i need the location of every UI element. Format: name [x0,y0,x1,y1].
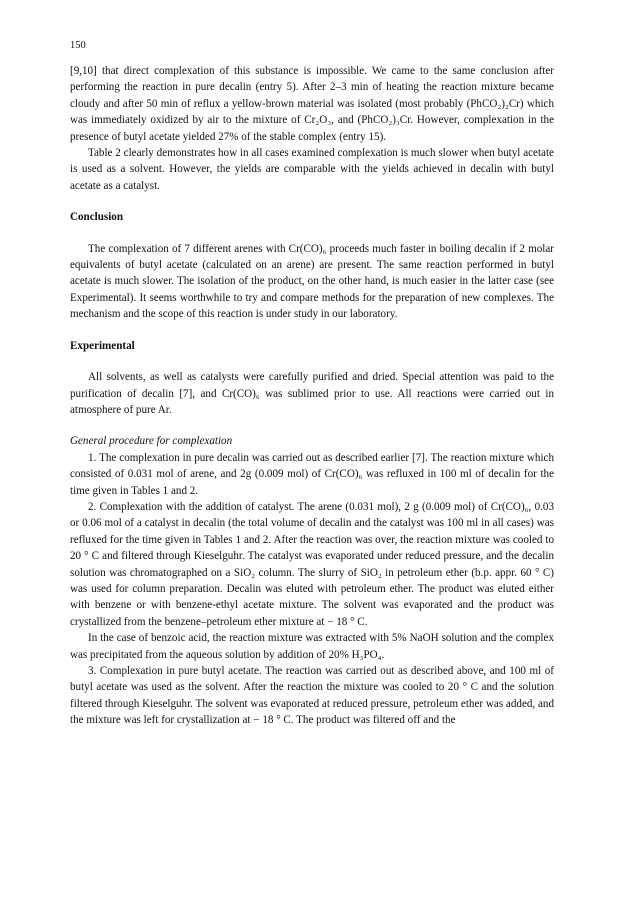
experimental-paragraph: All solvents, as well as catalysts were carefully purified and dried. Special attention was paid to the purification of decalin [7], and Cr(CO)₆ was sublimed prior to use. All reactions were carried out in atmosphere of pure Ar. [70,371,554,416]
procedure-item-1: 1. The complexation in pure decalin was carried out as described earlier [7]. The reaction mixture which consisted of 0.031 mol of arene, and 2g (0.009 mol) of Cr(CO)₆ was refluxed in 100 ml of decalin for the time given in Tables 1 and 2. [70,451,554,497]
intro-paragraph-2: Table 2 clearly demonstrates how in all cases examined complexation is much slower when butyl acetate is used as a solvent. However, the yields are comparable with the yields achieved in decalin with butyl acetate as a catalyst. [70,147,554,192]
experimental-heading: Experimental [70,339,135,352]
conclusion-heading: Conclusion [70,211,124,224]
intro-paragraph-1: [9,10] that direct complexation of this substance is impossible. We came to the same conclusion after performing the reaction in pure decalin (entry 5). After 2–3 min of heating the reaction mixture became cloudy and after 50 min of reflux a yellow-brown material was isolated (most probably (PhCO₂)₂Cr) which was immediately oxidized by air to the mixture of Cr₂O₃, and (PhCO₂)₃Cr. However, complexation in the presence of butyl acetate yielded 27% of the stable complex (entry 15). [70,65,554,143]
procedure-subheading: General procedure for complexation [70,435,233,448]
procedure-item-3: 3. Complexation in pure butyl acetate. The reaction was carried out as described above, and 100 ml of butyl acetate was used as the solvent. After the reaction the mixture was cooled to 20 ° C and the solution filtered through Kieselguhr. The solvent was evaporated at reduced pressure, petroleum ether was added, and the mixture was left for crystallization at − 18 ° C. The product was filtered off and the [70,665,554,727]
procedure-item-2: 2. Complexation with the addition of catalyst. The arene (0.031 mol), 2 g (0.009 mol) of Cr(CO)₆, 0.03 or 0.06 mol of a catalyst in decalin (the total volume of decalin and the catalyst was 100 ml in all cases) was refluxed for the time given in Tables 1 and 2. After the reaction was over, the reaction mixture was cooled to 20 ° C and filtered through Kieselguhr. The catalyst was evaporated under reduced pressure, and the decalin solution was chromatographed on a SiO₂ column. The slurry of SiO₂ in petroleum ether (b.p. appr. 60 ° C) was used for column preparation. Decalin was eluted with petroleum ether. The product was eluted either with benzene or with benzene-ethyl acetate mixture. The solvent was evaporated and the product was crystallized from the benzene–petroleum ether mixture at − 18 ° C. [70,500,554,628]
conclusion-paragraph: The complexation of 7 different arenes with Cr(CO)₆ proceeds much faster in boiling decalin if 2 molar equivalents of butyl acetate (calculated on an arene) are present. The same reaction performed in butyl acetate is much slower. The isolation of the product, on the other hand, is much easier in the latter case (see Experimental). It seems worthwhile to try and compare methods for the preparation of new complexes. The mechanism and the scope of this reaction is under study in our laboratory. [70,242,554,321]
page [70,40,554,729]
benzoic-acid-paragraph: In the case of benzoic acid, the reaction mixture was extracted with 5% NaOH solution and the complex was precipitated from the aqueous solution by addition of 20% H₃PO₄. [70,632,554,661]
page-number: 150 [70,40,86,51]
